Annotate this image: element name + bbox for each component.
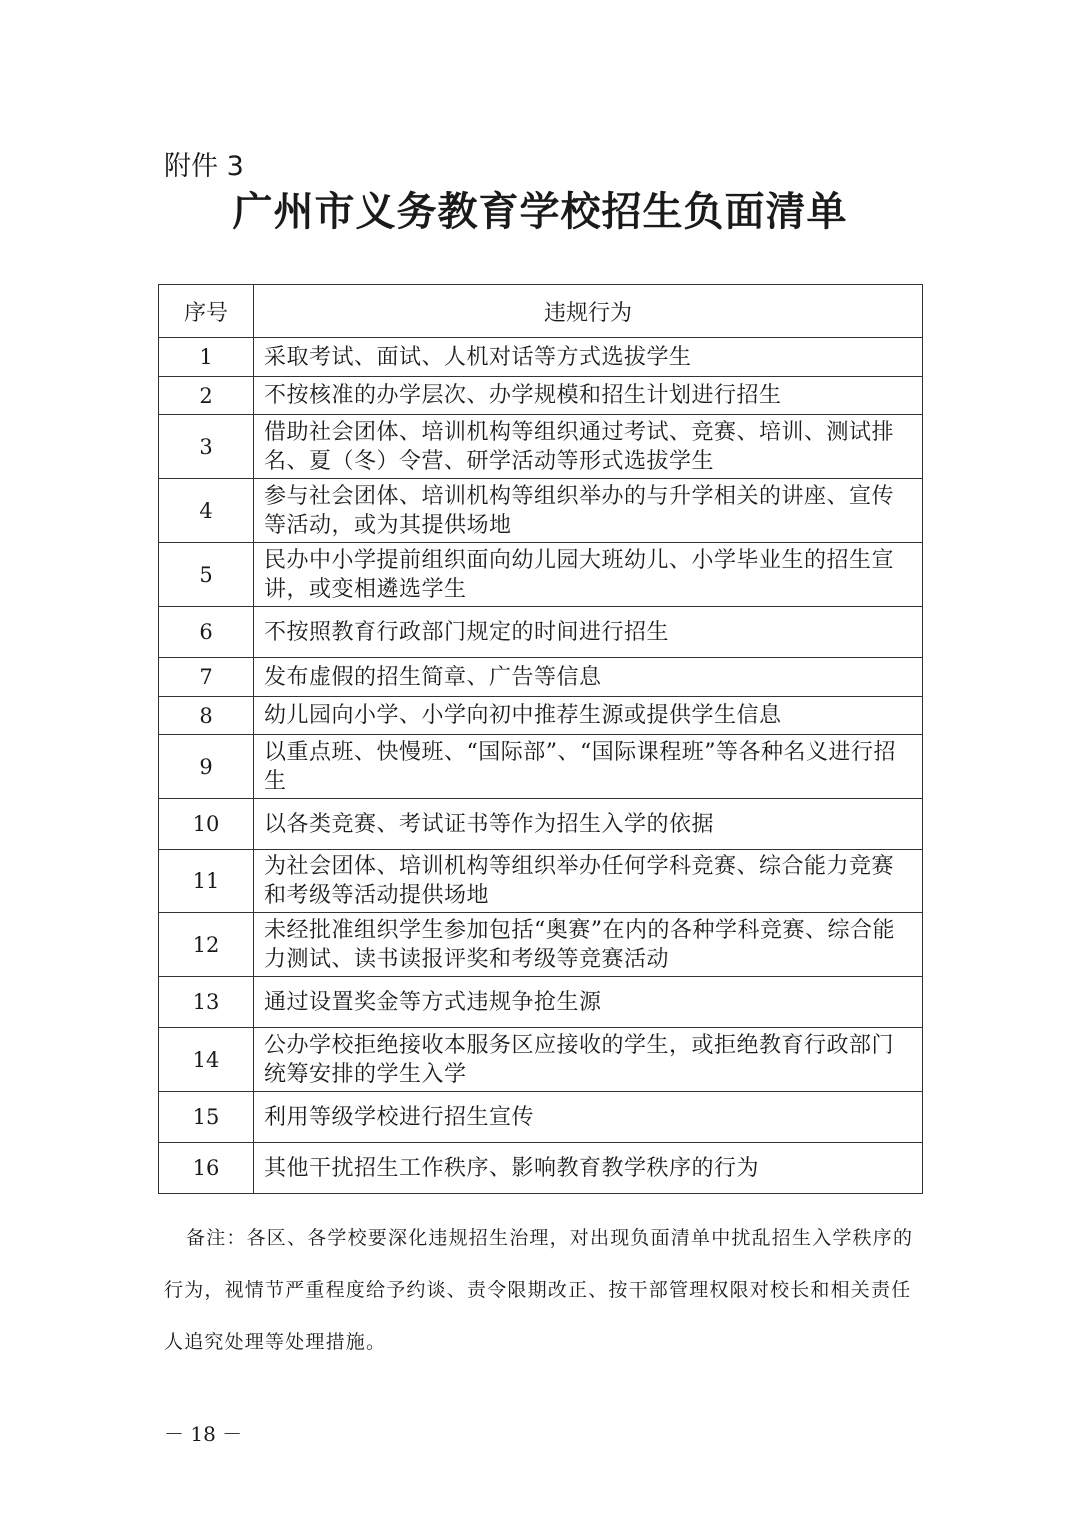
- table-row: [159, 697, 923, 735]
- row-number: 13: [159, 977, 254, 1028]
- table-row: [159, 799, 923, 850]
- row-number: 5: [159, 543, 254, 607]
- table-header-row: [159, 285, 923, 338]
- row-number: 10: [159, 799, 254, 850]
- row-number: 6: [159, 607, 254, 658]
- row-number: 3: [159, 415, 254, 479]
- row-violation-text: 以各类竞赛、考试证书等作为招生入学的依据: [254, 799, 923, 850]
- row-violation-text: 为社会团体、培训机构等组织举办任何学科竞赛、综合能力竞赛和考级等活动提供场地: [254, 850, 923, 913]
- table-row: [159, 1143, 923, 1194]
- table-row: [159, 977, 923, 1028]
- row-violation-text: 民办中小学提前组织面向幼儿园大班幼儿、小学毕业生的招生宣讲，或变相遴选学生: [254, 543, 923, 607]
- row-violation-text: 利用等级学校进行招生宣传: [254, 1092, 923, 1143]
- table-row: [159, 735, 923, 799]
- table-row: [159, 377, 923, 415]
- row-violation-text: 通过设置奖金等方式违规争抢生源: [254, 977, 923, 1028]
- row-violation-text: 公办学校拒绝接收本服务区应接收的学生，或拒绝教育行政部门统筹安排的学生入学: [254, 1028, 923, 1092]
- table-row: [159, 913, 923, 977]
- row-violation-text: 参与社会团体、培训机构等组织举办的与升学相关的讲座、宣传等活动，或为其提供场地: [254, 479, 923, 543]
- row-number: 4: [159, 479, 254, 543]
- row-violation-text: 以重点班、快慢班、“国际部”、“国际课程班”等各种名义进行招生: [254, 735, 923, 799]
- row-number: 11: [159, 850, 254, 913]
- header-serial-number: 序号: [159, 285, 254, 338]
- attachment-label: 附件 3: [164, 151, 244, 182]
- row-number: 7: [159, 658, 254, 697]
- table-row: [159, 338, 923, 377]
- row-number: 14: [159, 1028, 254, 1092]
- row-violation-text: 不按照教育行政部门规定的时间进行招生: [254, 607, 923, 658]
- row-number: 16: [159, 1143, 254, 1194]
- row-violation-text: 借助社会团体、培训机构等组织通过考试、竞赛、培训、测试排名、夏（冬）令营、研学活动等形式选拔学生: [254, 415, 923, 479]
- row-number: 2: [159, 377, 254, 415]
- table-row: [159, 415, 923, 479]
- row-violation-text: 采取考试、面试、人机对话等方式选拔学生: [254, 338, 923, 377]
- row-number: 1: [159, 338, 254, 377]
- table-row: [159, 607, 923, 658]
- row-violation-text: 发布虚假的招生简章、广告等信息: [254, 658, 923, 697]
- row-violation-text: 未经批准组织学生参加包括“奥赛”在内的各种学科竞赛、综合能力测试、读书读报评奖和考级等竞赛活动: [254, 913, 923, 977]
- negative-list-table: [158, 284, 923, 1194]
- row-number: 9: [159, 735, 254, 799]
- row-violation-text: 幼儿园向小学、小学向初中推荐生源或提供学生信息: [254, 697, 923, 735]
- page-number: － 18 －: [164, 1422, 243, 1446]
- table-row: [159, 850, 923, 913]
- row-violation-text: 其他干扰招生工作秩序、影响教育教学秩序的行为: [254, 1143, 923, 1194]
- document-title: 广州市义务教育学校招生负面清单: [232, 189, 848, 235]
- row-number: 8: [159, 697, 254, 735]
- table-row: [159, 658, 923, 697]
- header-violation: 违规行为: [254, 285, 923, 338]
- table-row: [159, 1092, 923, 1143]
- row-number: 12: [159, 913, 254, 977]
- table-row: [159, 1028, 923, 1092]
- row-number: 15: [159, 1092, 254, 1143]
- table-row: [159, 479, 923, 543]
- remarks-paragraph: 备注：各区、各学校要深化违规招生治理，对出现负面清单中扰乱招生入学秩序的行为，视情节严重程度给予约谈、责令限期改正、按干部管理权限对校长和相关责任人追究处理等处理措施。: [164, 1227, 914, 1353]
- row-violation-text: 不按核准的办学层次、办学规模和招生计划进行招生: [254, 377, 923, 415]
- table-row: [159, 543, 923, 607]
